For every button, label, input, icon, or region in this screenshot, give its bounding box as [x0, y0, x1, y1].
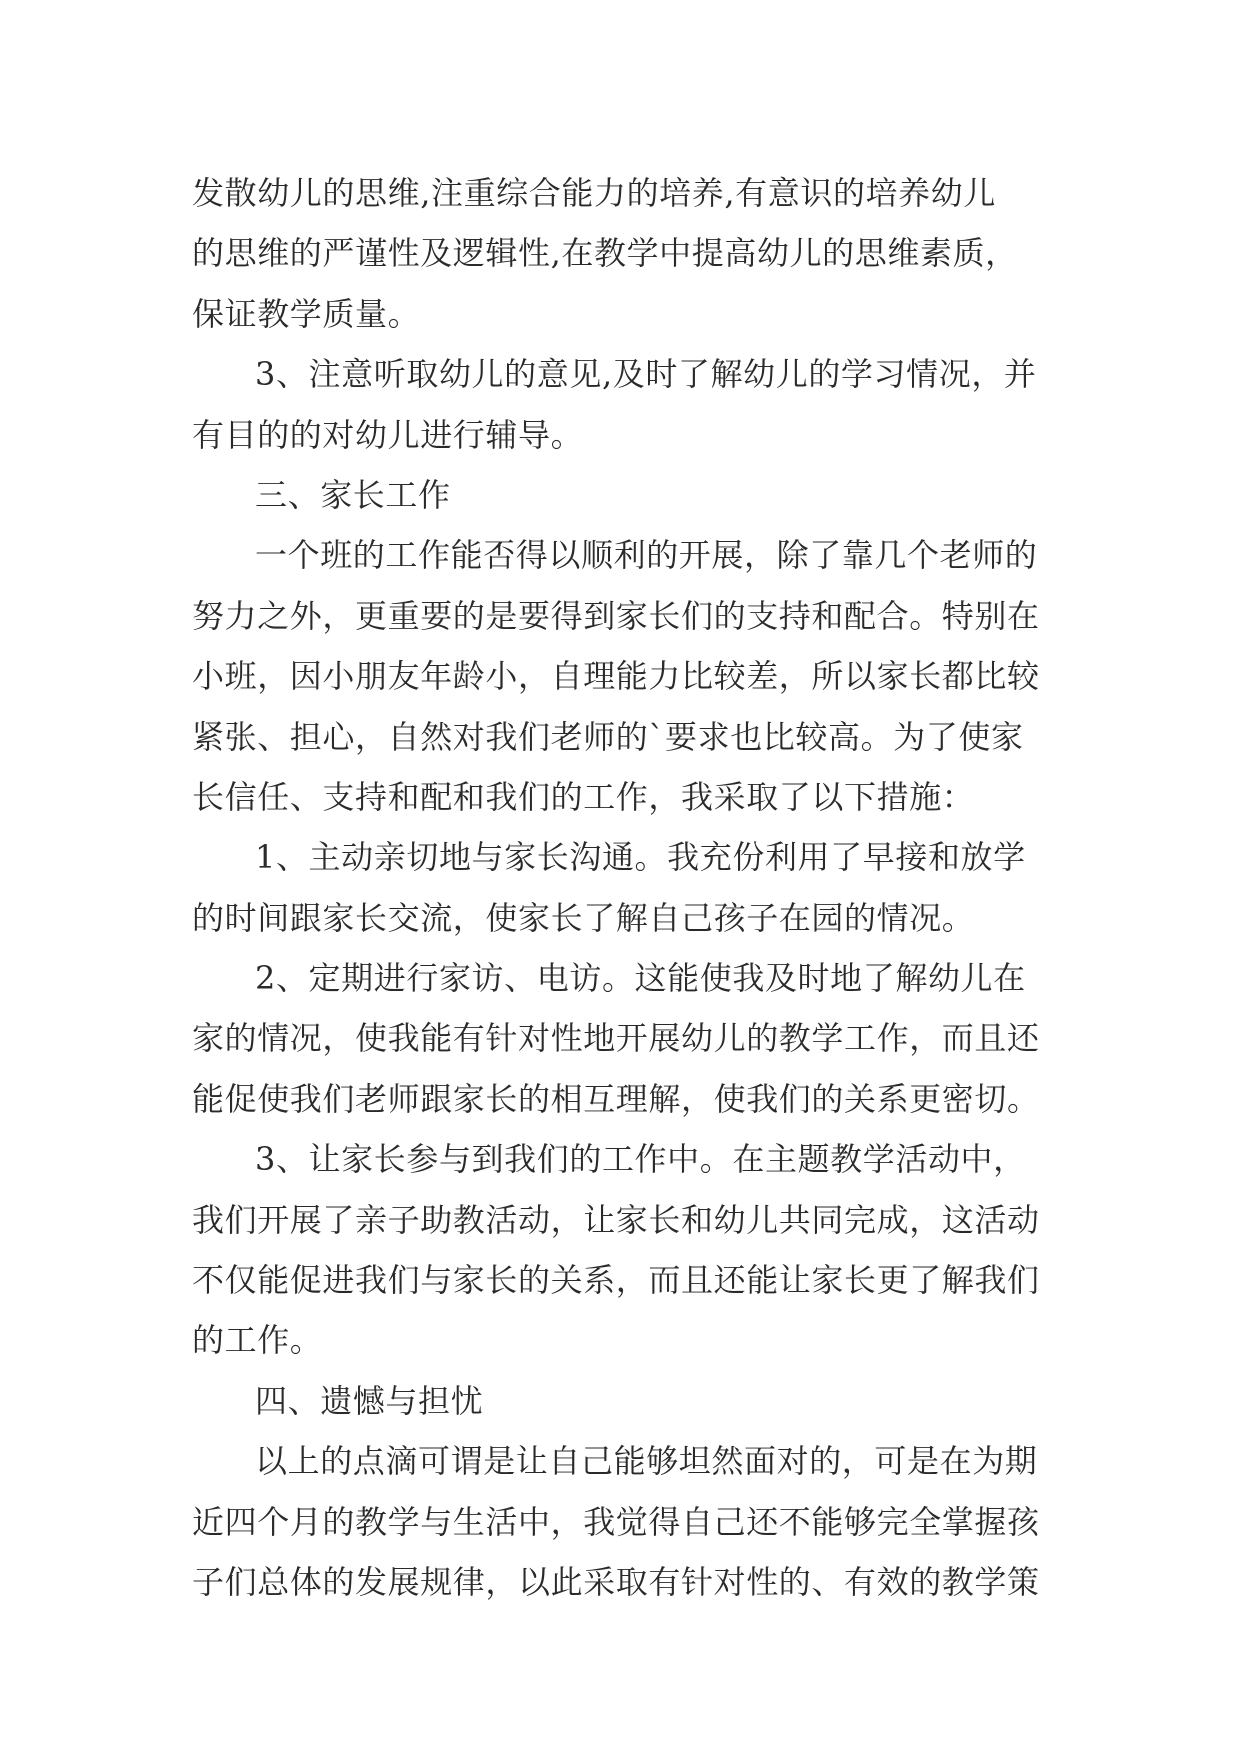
- section-heading: 三、家长工作: [255, 475, 451, 514]
- text-line: 能促使我们老师跟家长的相互理解，使我们的关系更密切。: [192, 1079, 1040, 1118]
- text-line: 以上的点滴可谓是让自己能够坦然面对的，可是在为期: [255, 1442, 1038, 1481]
- text-line: 紧张、担心，自然对我们老师的`要求也比较高。为了使家: [192, 717, 1024, 756]
- section-heading: 四、遗憾与担忧: [255, 1381, 484, 1420]
- text-line: 近四个月的教学与生活中，我觉得自己还不能够完全掌握孩: [192, 1502, 1040, 1541]
- text-line: 的思维的严谨性及逻辑性,在教学中提高幼儿的思维素质，: [192, 234, 1018, 273]
- text-line: 3、注意听取幼儿的意见,及时了解幼儿的学习情况，并: [255, 355, 1037, 394]
- text-line: 1、主动亲切地与家长沟通。我充份利用了早接和放学: [255, 838, 1026, 877]
- text-line: 我们开展了亲子助教活动，让家长和幼儿共同完成，这活动: [192, 1200, 1040, 1239]
- text-line: 发散幼儿的思维,注重综合能力的培养,有意识的培养幼儿: [192, 174, 996, 212]
- text-line: 小班，因小朋友年龄小，自理能力比较差，所以家长都比较: [192, 657, 1040, 696]
- text-line: 长信任、支持和配和我们的工作，我采取了以下措施：: [192, 777, 975, 816]
- text-line: 的时间跟家长交流，使家长了解自己孩子在园的情况。: [192, 898, 975, 937]
- text-line: 的工作。: [192, 1321, 323, 1360]
- text-line: 家的情况，使我能有针对性地开展幼儿的教学工作，而且还: [192, 1019, 1040, 1058]
- text-line: 努力之外，更重要的是要得到家长们的支持和配合。特别在: [192, 596, 1040, 635]
- document-body: [192, 163, 1092, 1612]
- text-line: 2、定期进行家访、电访。这能使我及时地了解幼儿在: [255, 959, 1026, 998]
- text-line: 保证教学质量。: [192, 294, 421, 333]
- text-line: 3、让家长参与到我们的工作中。在主题教学活动中，: [255, 1140, 1026, 1179]
- text-line: 不仅能促进我们与家长的关系，而且还能让家长更了解我们: [192, 1261, 1040, 1300]
- text-line: 有目的的对幼儿进行辅导。: [192, 415, 584, 454]
- text-line: 一个班的工作能否得以顺利的开展，除了靠几个老师的: [255, 536, 1038, 575]
- text-line: 子们总体的发展规律，以此采取有针对性的、有效的教学策: [192, 1562, 1040, 1601]
